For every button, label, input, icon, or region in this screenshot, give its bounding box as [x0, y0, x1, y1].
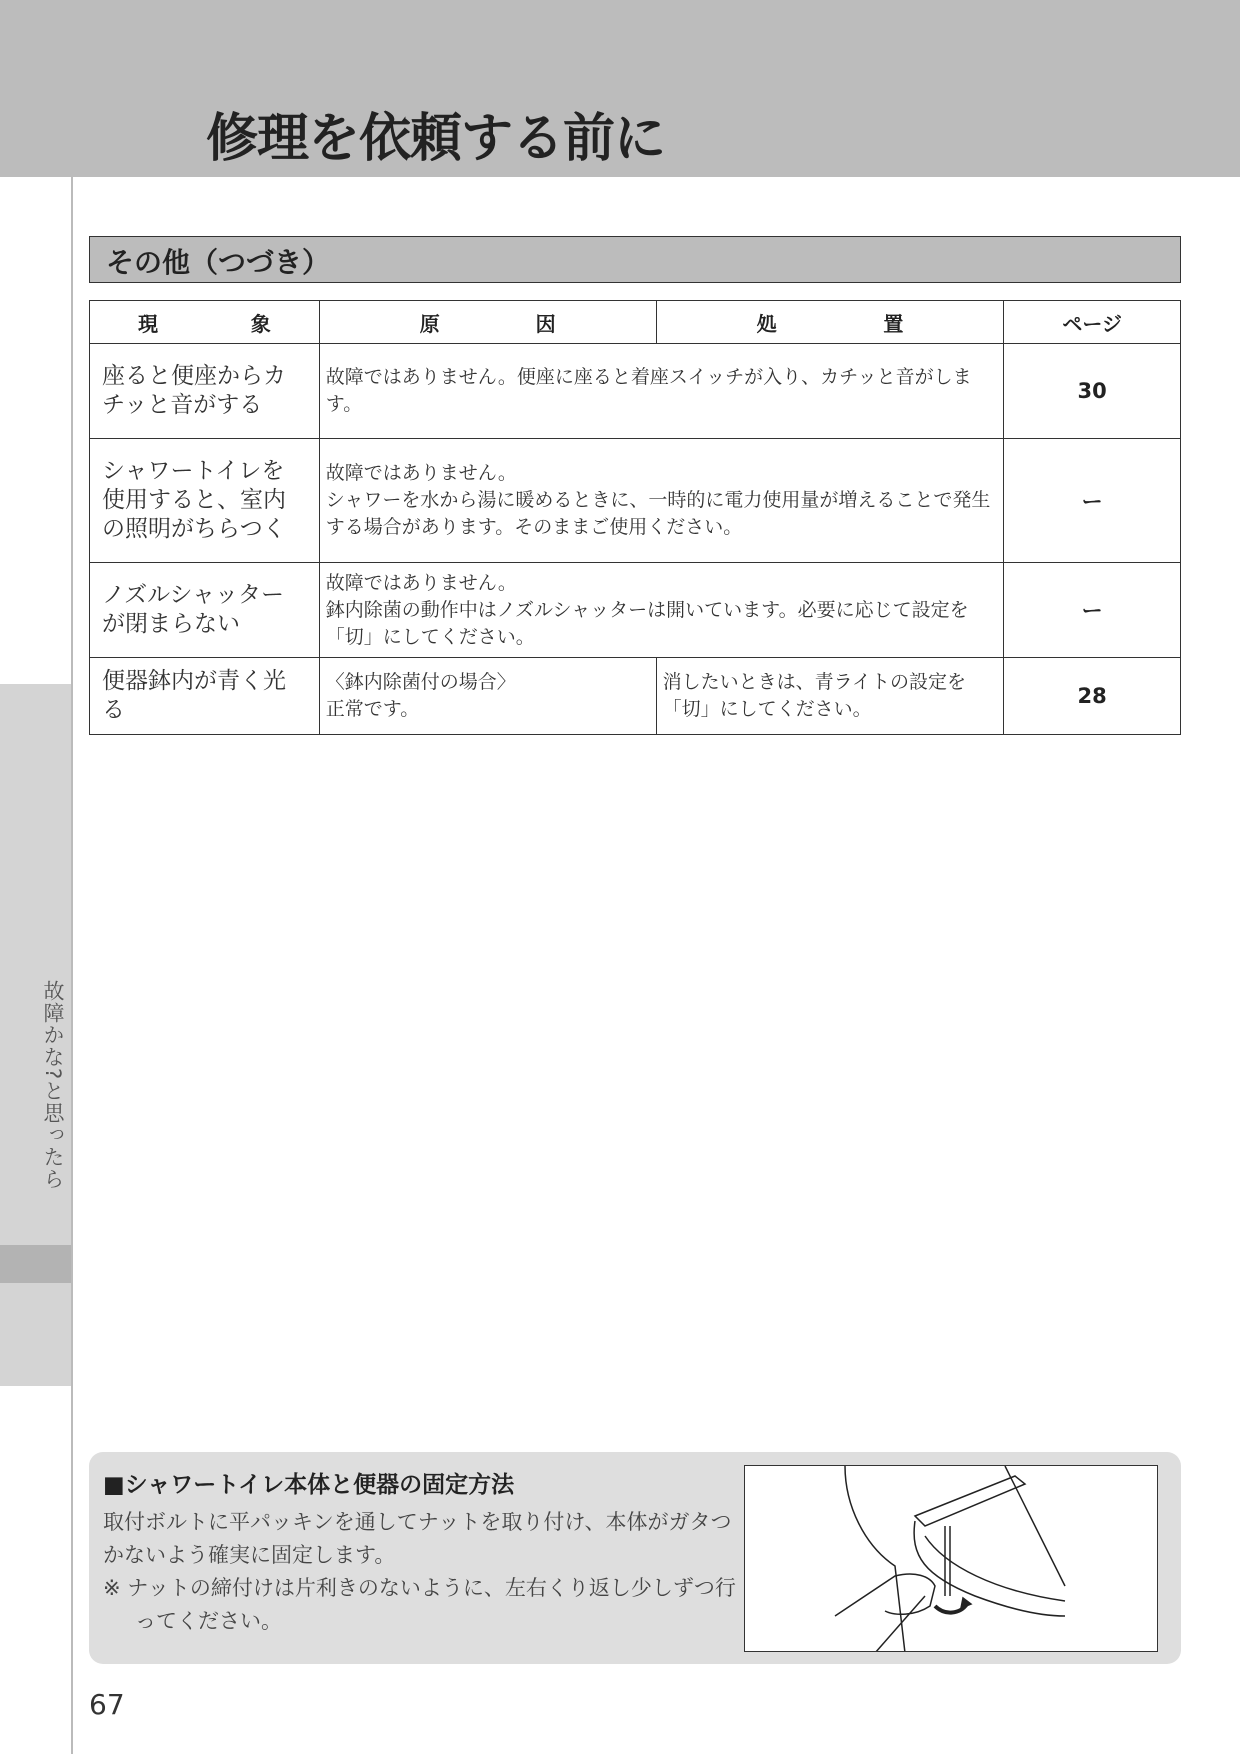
symptom-cell: シャワートイレを使用すると、室内の照明がちらつく [90, 439, 320, 563]
info-box-note: ※ ナットの締付けは片利きのないように、左右くり返し少しずつ行ってください。 [103, 1576, 736, 1633]
page-number: 67 [89, 1688, 125, 1721]
cause-cell: 〈鉢内除菌付の場合〉 正常です。 [319, 658, 656, 735]
symptom-cell: 便器鉢内が青く光る [90, 658, 320, 735]
troubleshooting-table [89, 300, 1181, 735]
cause-cell: 故障ではありません。 シャワーを水から湯に暖めるときに、一時的に電力使用量が増えることで発生する場合があります。そのままご使用ください。 [319, 439, 1004, 563]
cause-cell: 故障ではありません。 鉢内除菌の動作中はノズルシャッターは開いています。必要に応じて設定を「切」にしてください。 [319, 563, 1004, 658]
table-row [90, 658, 1181, 735]
remedy-cell: 消したいときは、青ライトの設定を「切」にしてください。 [656, 658, 1004, 735]
side-tab-label: 故障かな?と思ったら [41, 980, 65, 1191]
info-box-title: ■シャワートイレ本体と便器の固定方法 [103, 1472, 515, 1498]
cause-cell: 故障ではありません。便座に座ると着座スイッチが入り、カチッと音がします。 [319, 344, 1004, 439]
header-page: ページ [1004, 301, 1181, 344]
header-cause: 原 因 [319, 301, 656, 344]
page-cell: ー [1004, 563, 1181, 658]
page-cell: 30 [1004, 344, 1181, 439]
page-cell: 28 [1004, 658, 1181, 735]
info-box [89, 1452, 1181, 1664]
symptom-cell: ノズルシャッターが閉まらない [90, 563, 320, 658]
page-cell: ー [1004, 439, 1181, 563]
header-symptom: 現 象 [90, 301, 320, 344]
margin-rule [71, 177, 73, 1754]
table-row [90, 439, 1181, 563]
header-remedy: 処 置 [656, 301, 1004, 344]
table-row [90, 344, 1181, 439]
side-tab-marker [0, 1245, 71, 1283]
table-header-row [90, 301, 1181, 344]
table-row [90, 563, 1181, 658]
section-heading: その他（つづき） [89, 236, 1181, 283]
toilet-fixing-illustration [744, 1465, 1158, 1652]
info-box-body: 取付ボルトに平パッキンを通してナットを取り付け、本体がガタつかないよう確実に固定します。 [103, 1510, 732, 1567]
symptom-cell: 座ると便座からカチッと音がする [90, 344, 320, 439]
page-title: 修理を依頼する前に [206, 109, 666, 169]
page-header [0, 0, 1240, 177]
